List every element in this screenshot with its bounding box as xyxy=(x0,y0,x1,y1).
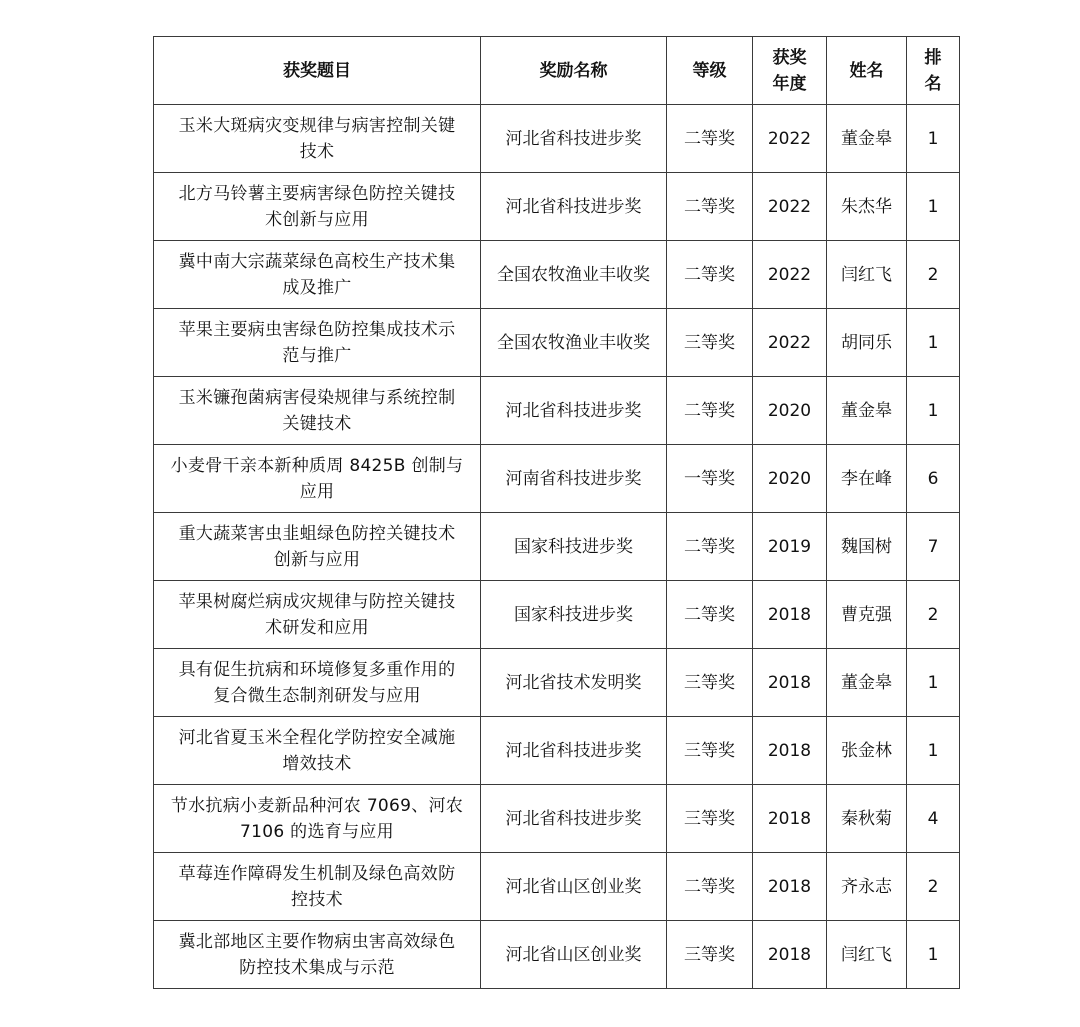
person-name-cell: 董金皋 xyxy=(827,649,907,717)
person-name-cell: 董金皋 xyxy=(827,105,907,173)
award-title-line1: 节水抗病小麦新品种河农 7069、河农 xyxy=(170,795,464,816)
rank-cell: 1 xyxy=(907,173,960,241)
award-name-cell: 国家科技进步奖 xyxy=(481,581,667,649)
award-title-line1: 冀中南大宗蔬菜绿色高校生产技术集 xyxy=(178,251,456,272)
rank-cell: 1 xyxy=(907,717,960,785)
award-title-cell xyxy=(154,785,481,853)
award-title-line2: 范与推广 xyxy=(282,345,352,366)
person-name-cell: 张金林 xyxy=(827,717,907,785)
award-title-line1: 重大蔬菜害虫韭蛆绿色防控关键技术 xyxy=(178,523,456,544)
award-title-line2: 控技术 xyxy=(291,889,343,910)
award-name-cell: 河北省科技进步奖 xyxy=(481,377,667,445)
table-row xyxy=(154,785,960,853)
award-title-cell xyxy=(154,717,481,785)
person-name-cell: 胡同乐 xyxy=(827,309,907,377)
award-title-line2: 术研发和应用 xyxy=(265,617,369,638)
person-name-cell: 魏国树 xyxy=(827,513,907,581)
person-name-cell: 闫红飞 xyxy=(827,241,907,309)
header-award: 奖励名称 xyxy=(481,37,667,105)
award-title-cell xyxy=(154,445,481,513)
award-title-line2: 应用 xyxy=(299,481,335,502)
person-name-cell: 董金皋 xyxy=(827,377,907,445)
rank-cell: 1 xyxy=(907,309,960,377)
header-title: 获奖题目 xyxy=(154,37,481,105)
award-title-line1: 北方马铃薯主要病害绿色防控关键技 xyxy=(178,183,456,204)
table-row xyxy=(154,309,960,377)
rank-cell: 1 xyxy=(907,921,960,989)
rank-cell: 4 xyxy=(907,785,960,853)
award-title-cell xyxy=(154,173,481,241)
header-rank-line1: 排 xyxy=(924,47,942,68)
award-title-line2: 复合微生态制剂研发与应用 xyxy=(213,685,421,706)
award-level-cell: 三等奖 xyxy=(667,717,753,785)
header-year-line1: 获奖 xyxy=(772,47,807,68)
award-year-cell: 2018 xyxy=(753,649,827,717)
person-name-cell: 朱杰华 xyxy=(827,173,907,241)
award-title-line1: 河北省夏玉米全程化学防控安全减施 xyxy=(178,727,456,748)
rank-cell: 6 xyxy=(907,445,960,513)
award-title-line1: 苹果树腐烂病成灾规律与防控关键技 xyxy=(178,591,456,612)
award-title-line2: 技术 xyxy=(299,141,335,162)
award-title-line2: 防控技术集成与示范 xyxy=(239,957,395,978)
header-level: 等级 xyxy=(667,37,753,105)
award-title-cell xyxy=(154,921,481,989)
award-name-cell: 河北省山区创业奖 xyxy=(481,921,667,989)
award-title-line2: 术创新与应用 xyxy=(265,209,369,230)
table-row xyxy=(154,105,960,173)
award-level-cell: 三等奖 xyxy=(667,921,753,989)
table-row xyxy=(154,649,960,717)
award-title-line1: 冀北部地区主要作物病虫害高效绿色 xyxy=(178,931,456,952)
award-title-line1: 玉米镰孢菌病害侵染规律与系统控制 xyxy=(178,387,456,408)
award-title-cell xyxy=(154,649,481,717)
award-year-cell: 2020 xyxy=(753,445,827,513)
award-year-cell: 2018 xyxy=(753,921,827,989)
award-name-cell: 河北省科技进步奖 xyxy=(481,105,667,173)
award-name-cell: 河北省科技进步奖 xyxy=(481,717,667,785)
award-year-cell: 2022 xyxy=(753,173,827,241)
award-title-cell xyxy=(154,241,481,309)
award-title-line1: 苹果主要病虫害绿色防控集成技术示 xyxy=(178,319,456,340)
awards-table xyxy=(153,36,960,989)
award-name-cell: 全国农牧渔业丰收奖 xyxy=(481,309,667,377)
rank-cell: 2 xyxy=(907,241,960,309)
header-rank xyxy=(907,37,960,105)
award-name-cell: 河北省科技进步奖 xyxy=(481,785,667,853)
award-level-cell: 三等奖 xyxy=(667,649,753,717)
person-name-cell: 曹克强 xyxy=(827,581,907,649)
award-name-cell: 河北省科技进步奖 xyxy=(481,173,667,241)
award-year-cell: 2018 xyxy=(753,717,827,785)
table-row xyxy=(154,241,960,309)
award-name-cell: 国家科技进步奖 xyxy=(481,513,667,581)
award-level-cell: 二等奖 xyxy=(667,173,753,241)
award-year-cell: 2020 xyxy=(753,377,827,445)
award-name-cell: 河北省技术发明奖 xyxy=(481,649,667,717)
table-row xyxy=(154,853,960,921)
table-row xyxy=(154,717,960,785)
award-title-line2: 成及推广 xyxy=(282,277,352,298)
person-name-cell: 秦秋菊 xyxy=(827,785,907,853)
award-title-cell xyxy=(154,309,481,377)
award-level-cell: 二等奖 xyxy=(667,241,753,309)
header-year xyxy=(753,37,827,105)
rank-cell: 2 xyxy=(907,581,960,649)
award-title-line1: 具有促生抗病和环境修复多重作用的 xyxy=(178,659,456,680)
award-level-cell: 二等奖 xyxy=(667,377,753,445)
award-year-cell: 2022 xyxy=(753,105,827,173)
award-title-line2: 增效技术 xyxy=(282,753,352,774)
award-title-line1: 玉米大斑病灾变规律与病害控制关键 xyxy=(178,115,456,136)
table-row xyxy=(154,513,960,581)
award-year-cell: 2018 xyxy=(753,785,827,853)
header-row xyxy=(154,37,960,105)
award-title-line1: 草莓连作障碍发生机制及绿色高效防 xyxy=(178,863,456,884)
header-year-line2: 年度 xyxy=(772,73,807,94)
table-row xyxy=(154,921,960,989)
table-row xyxy=(154,173,960,241)
award-name-cell: 河南省科技进步奖 xyxy=(481,445,667,513)
rank-cell: 1 xyxy=(907,377,960,445)
award-title-line1: 小麦骨干亲本新种质周 8425B 创制与 xyxy=(170,455,464,476)
award-year-cell: 2022 xyxy=(753,241,827,309)
table-row xyxy=(154,377,960,445)
award-title-cell xyxy=(154,105,481,173)
award-name-cell: 全国农牧渔业丰收奖 xyxy=(481,241,667,309)
rank-cell: 1 xyxy=(907,105,960,173)
table-row xyxy=(154,445,960,513)
rank-cell: 2 xyxy=(907,853,960,921)
person-name-cell: 齐永志 xyxy=(827,853,907,921)
table-row xyxy=(154,581,960,649)
award-level-cell: 三等奖 xyxy=(667,785,753,853)
award-year-cell: 2022 xyxy=(753,309,827,377)
award-title-cell xyxy=(154,513,481,581)
award-level-cell: 二等奖 xyxy=(667,853,753,921)
award-title-line2: 7106 的选育与应用 xyxy=(240,821,394,842)
person-name-cell: 闫红飞 xyxy=(827,921,907,989)
rank-cell: 1 xyxy=(907,649,960,717)
award-level-cell: 三等奖 xyxy=(667,309,753,377)
award-level-cell: 一等奖 xyxy=(667,445,753,513)
award-title-cell xyxy=(154,853,481,921)
rank-cell: 7 xyxy=(907,513,960,581)
award-title-cell xyxy=(154,581,481,649)
award-level-cell: 二等奖 xyxy=(667,513,753,581)
header-rank-line2: 名 xyxy=(924,73,942,94)
award-year-cell: 2019 xyxy=(753,513,827,581)
award-year-cell: 2018 xyxy=(753,853,827,921)
award-level-cell: 二等奖 xyxy=(667,581,753,649)
award-name-cell: 河北省山区创业奖 xyxy=(481,853,667,921)
award-title-line2: 创新与应用 xyxy=(273,549,361,570)
awards-table-container xyxy=(153,36,960,989)
award-level-cell: 二等奖 xyxy=(667,105,753,173)
awards-table-body xyxy=(154,105,960,989)
award-year-cell: 2018 xyxy=(753,581,827,649)
award-title-cell xyxy=(154,377,481,445)
header-name: 姓名 xyxy=(827,37,907,105)
award-title-line2: 关键技术 xyxy=(282,413,352,434)
person-name-cell: 李在峰 xyxy=(827,445,907,513)
